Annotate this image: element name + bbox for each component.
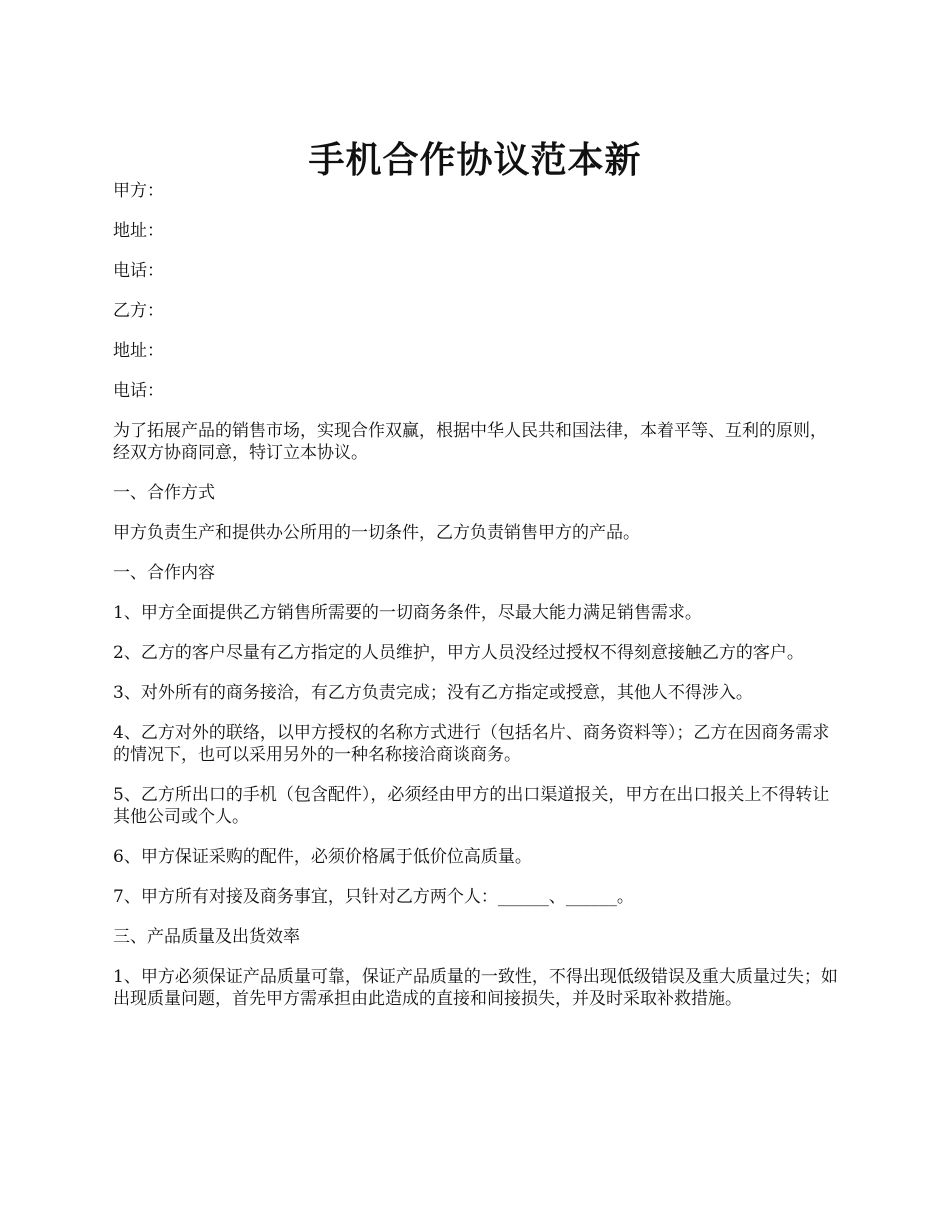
- section-heading-quality: 三、产品质量及出货效率: [113, 927, 300, 947]
- cooperation-method-paragraph: 甲方负责生产和提供办公所用的一切条件，乙方负责销售甲方的产品。: [113, 523, 640, 543]
- clause-3: 3、对外所有的商务接洽，有乙方负责完成；没有乙方指定或授意，其他人不得涉入。: [113, 683, 753, 703]
- clause-6: 6、甲方保证采购的配件，必须价格属于低价位高质量。: [113, 847, 532, 867]
- clause-1: 1、甲方全面提供乙方销售所需要的一切商务条件，尽最大能力满足销售需求。: [113, 603, 702, 623]
- party-a-address-label: 地址：: [113, 221, 164, 241]
- party-a-label: 甲方：: [113, 181, 164, 201]
- party-b-label: 乙方：: [113, 301, 164, 321]
- document-body: [113, 180, 843, 1028]
- section-heading-cooperation-method: 一、合作方式: [113, 483, 215, 503]
- quality-clause-1: 1、甲方必须保证产品质量可靠，保证产品质量的一致性，不得出现低级错误及重大质量过失；如出现质量问题，首先甲方需承担由此造成的直接和间接损失，并及时采取补救措施。: [113, 967, 838, 1009]
- clause-4: 4、乙方对外的联络，以甲方授权的名称方式进行（包括名片、商务资料等）；乙方在因商务需求的情况下，也可以采用另外的一种名称接洽商谈商务。: [113, 723, 830, 765]
- clause-7: 7、甲方所有对接及商务事宜，只针对乙方两个人：______、______。: [113, 887, 634, 907]
- clause-5: 5、乙方所出口的手机（包含配件），必须经由甲方的出口渠道报关，甲方在出口报关上不得转让其他公司或个人。: [113, 785, 830, 827]
- clause-2: 2、乙方的客户尽量有乙方指定的人员维护，甲方人员没经过授权不得刻意接触乙方的客户。: [113, 643, 804, 663]
- party-a-phone-label: 电话：: [113, 261, 164, 281]
- party-b-address-label: 地址：: [113, 341, 164, 361]
- section-heading-cooperation-content: 一、合作内容: [113, 563, 215, 583]
- preamble-paragraph: 为了拓展产品的销售市场，实现合作双赢，根据中华人民共和国法律，本着平等、互利的原则，经双方协商同意，特订立本协议。: [113, 421, 827, 463]
- party-b-phone-label: 电话：: [113, 381, 164, 401]
- document-title: 手机合作协议范本新: [308, 139, 642, 182]
